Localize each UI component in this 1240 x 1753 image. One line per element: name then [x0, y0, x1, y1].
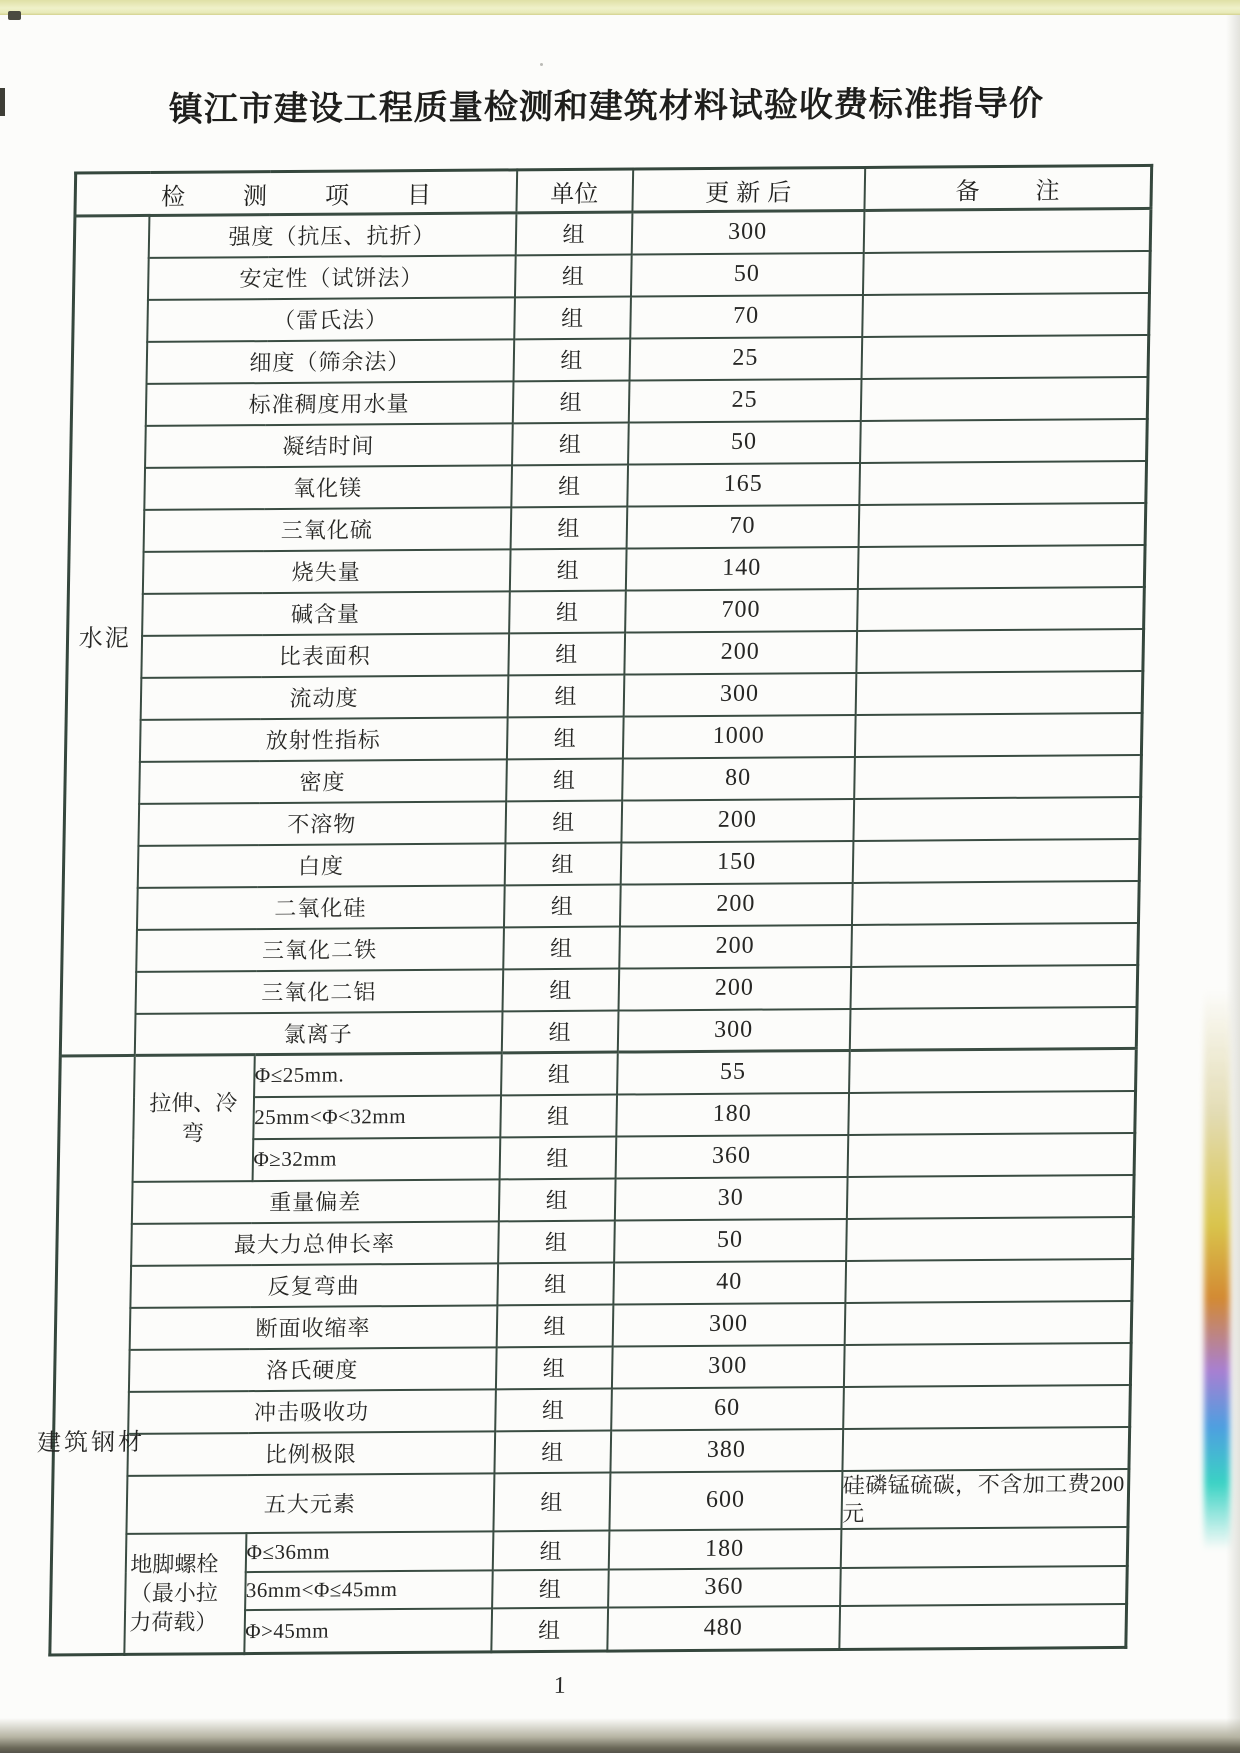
unit-cell: 组	[502, 968, 619, 1011]
item-cell: 密度	[139, 759, 507, 804]
item-cell: 反复弯曲	[130, 1263, 498, 1308]
unit-cell: 组	[513, 338, 630, 381]
subgroup-cell-tensile: 拉伸、冷弯	[132, 1055, 254, 1182]
table-row	[56, 1258, 1133, 1308]
price-cell: 300	[617, 1008, 850, 1052]
price-cell: 25	[629, 336, 862, 380]
price-cell: 480	[607, 1605, 840, 1651]
price-cell: 70	[630, 294, 863, 338]
page-title: 镇江市建设工程质量检测和建筑材料试验收费标准指导价	[168, 85, 1045, 129]
spec-cell: Φ≥32mm	[252, 1137, 500, 1181]
item-cell: 洛氏硬度	[128, 1347, 496, 1392]
remark-cell	[844, 1300, 1132, 1344]
remark-cell	[854, 754, 1142, 798]
remark-cell	[863, 208, 1151, 252]
scan-rainbow-artifact	[1204, 990, 1230, 1550]
table-row	[60, 1048, 1137, 1098]
unit-cell: 组	[499, 1136, 616, 1179]
price-cell: 25	[628, 378, 861, 422]
unit-cell: 组	[501, 1010, 618, 1053]
unit-cell: 组	[514, 254, 631, 297]
spec-cell: Φ≤25mm.	[254, 1053, 502, 1097]
scanner-top-edge	[0, 0, 1240, 15]
price-cell: 150	[620, 840, 853, 884]
item-cell: 安定性（试饼法）	[147, 255, 515, 300]
table-row	[62, 922, 1139, 972]
unit-cell: 组	[515, 212, 632, 255]
unit-cell: 组	[494, 1430, 611, 1473]
price-cell: 200	[619, 924, 852, 968]
price-cell: 300	[611, 1344, 844, 1388]
table-row	[60, 1006, 1137, 1056]
table-row	[62, 880, 1139, 930]
remark-cell	[843, 1384, 1131, 1428]
fee-standard-table	[36, 164, 1153, 1657]
unit-cell: 组	[505, 800, 622, 843]
page-number: 1	[553, 1672, 566, 1699]
remark-cell	[849, 1048, 1137, 1092]
unit-cell: 组	[511, 464, 628, 507]
item-cell: 三氧化二铝	[135, 969, 503, 1014]
unit-cell: 组	[492, 1569, 609, 1608]
price-cell: 70	[626, 504, 859, 548]
item-cell: 强度（抗压、抗折）	[148, 213, 516, 258]
spec-cell: Φ>45mm	[244, 1608, 492, 1654]
unit-cell: 组	[504, 842, 621, 885]
table-row	[74, 208, 1151, 258]
remark-cell	[862, 292, 1150, 336]
table-row	[55, 1300, 1132, 1350]
item-cell: 碱含量	[142, 591, 510, 636]
table-row	[54, 1384, 1131, 1434]
unit-cell: 组	[512, 422, 629, 465]
price-cell: 30	[614, 1176, 847, 1220]
price-cell: 380	[610, 1428, 843, 1472]
unit-cell: 组	[498, 1220, 615, 1263]
item-cell: 烧失量	[142, 549, 510, 594]
table-row	[57, 1216, 1134, 1266]
remark-cell	[860, 418, 1148, 462]
unit-cell: 组	[492, 1530, 609, 1570]
remark-cell	[861, 334, 1149, 378]
table-row	[65, 754, 1142, 804]
price-cell: 300	[623, 672, 856, 716]
remark-cell	[851, 880, 1139, 924]
remark-cell	[851, 922, 1139, 966]
remark-cell	[862, 250, 1150, 294]
item-cell: 三氧化二铁	[136, 927, 504, 972]
price-cell: 200	[619, 882, 852, 926]
group-cell-cement: 水泥	[60, 215, 149, 1056]
price-cell: 60	[611, 1386, 844, 1430]
price-cell: 360	[608, 1567, 841, 1607]
unit-cell: 组	[507, 674, 624, 717]
table-row	[66, 670, 1143, 720]
header-price: 更新后	[632, 167, 865, 212]
remark-cell	[839, 1603, 1127, 1649]
remark-cell	[848, 1090, 1136, 1134]
spec-cell: Φ≤36mm	[245, 1531, 493, 1572]
scanned-page	[0, 61, 1240, 1704]
price-cell: 600	[609, 1470, 842, 1530]
price-cell: 50	[630, 252, 863, 296]
header-remark: 备注	[864, 165, 1152, 210]
item-cell: 细度（筛余法）	[146, 339, 514, 384]
item-cell: （雷氏法）	[147, 297, 515, 342]
remark-cell: 硅磷锰硫碳，不含加工费200元	[841, 1468, 1129, 1528]
price-cell: 700	[625, 588, 858, 632]
remark-cell	[859, 460, 1147, 504]
remark-cell	[856, 628, 1144, 672]
item-cell: 比表面积	[141, 633, 509, 678]
scanner-bottom-edge	[0, 1718, 1240, 1753]
table-row	[63, 838, 1140, 888]
price-cell: 1000	[622, 714, 855, 758]
spec-cell: 36mm<Φ≤45mm	[245, 1570, 493, 1610]
item-cell: 不溶物	[138, 801, 506, 846]
group-cell-steel: 建筑钢材	[50, 1055, 134, 1655]
price-cell: 50	[614, 1218, 847, 1262]
table-row	[72, 334, 1149, 384]
price-cell: 40	[613, 1260, 846, 1304]
spec-cell: 25mm<Φ<32mm	[253, 1095, 501, 1139]
unit-cell: 组	[512, 380, 629, 423]
item-cell: 断面收缩率	[129, 1305, 497, 1350]
unit-cell: 组	[501, 1052, 618, 1095]
item-cell: 氯离子	[134, 1011, 502, 1056]
item-cell: 白度	[137, 843, 505, 888]
remark-cell	[842, 1426, 1130, 1470]
header-unit: 单位	[516, 169, 633, 213]
remark-cell	[854, 712, 1142, 756]
remark-cell	[846, 1216, 1134, 1260]
remark-cell	[849, 1006, 1137, 1050]
unit-cell: 组	[514, 296, 631, 339]
price-cell: 200	[618, 966, 851, 1010]
remark-cell	[847, 1132, 1135, 1176]
table-row	[61, 964, 1138, 1014]
item-cell: 标准稠度用水量	[145, 381, 513, 426]
remark-cell	[840, 1565, 1128, 1605]
item-cell: 比例极限	[127, 1431, 495, 1476]
remark-cell	[855, 670, 1143, 714]
remark-cell	[850, 964, 1138, 1008]
table-row	[53, 1426, 1130, 1476]
scan-speckle	[0, 88, 5, 116]
price-cell: 80	[622, 756, 855, 800]
remark-cell	[853, 796, 1141, 840]
remark-cell	[857, 586, 1145, 630]
remark-cell	[852, 838, 1140, 882]
table-row	[68, 544, 1145, 594]
table-row-five-elements	[52, 1468, 1129, 1534]
unit-cell: 组	[496, 1304, 613, 1347]
remark-cell	[860, 376, 1148, 420]
unit-cell: 组	[497, 1262, 614, 1305]
item-cell: 冲击吸收功	[128, 1389, 496, 1434]
unit-cell: 组	[503, 884, 620, 927]
remark-cell	[840, 1526, 1128, 1567]
unit-cell: 组	[510, 506, 627, 549]
table-row	[64, 796, 1141, 846]
unit-cell: 组	[500, 1094, 617, 1137]
unit-cell: 组	[503, 926, 620, 969]
table-row	[71, 418, 1148, 468]
price-cell: 165	[627, 462, 860, 506]
scan-speckle	[8, 11, 21, 20]
table-row	[57, 1174, 1134, 1224]
unit-cell: 组	[493, 1472, 610, 1531]
table-row	[54, 1342, 1131, 1392]
remark-cell	[845, 1258, 1133, 1302]
price-cell: 55	[617, 1050, 850, 1094]
item-cell: 凝结时间	[145, 423, 513, 468]
unit-cell: 组	[495, 1388, 612, 1431]
table-row	[67, 628, 1144, 678]
unit-cell: 组	[509, 590, 626, 633]
remark-cell	[843, 1342, 1131, 1386]
remark-cell	[846, 1174, 1134, 1218]
item-cell: 最大力总伸长率	[131, 1221, 499, 1266]
price-cell: 300	[631, 210, 864, 254]
table-row	[70, 460, 1147, 510]
item-cell: 二氧化硅	[136, 885, 504, 930]
table-header-row	[75, 165, 1152, 216]
table-row	[69, 502, 1146, 552]
price-cell: 360	[615, 1134, 848, 1178]
price-cell: 200	[621, 798, 854, 842]
unit-cell: 组	[491, 1607, 608, 1652]
price-cell: 300	[612, 1302, 845, 1346]
item-cell: 重量偏差	[131, 1179, 499, 1224]
price-cell: 180	[608, 1528, 841, 1569]
unit-cell: 组	[509, 548, 626, 591]
item-cell: 流动度	[140, 675, 508, 720]
price-cell: 50	[628, 420, 861, 464]
table-row	[65, 712, 1142, 762]
price-cell: 200	[624, 630, 857, 674]
unit-cell: 组	[506, 758, 623, 801]
table-row	[68, 586, 1145, 636]
item-cell: 放射性指标	[139, 717, 507, 762]
item-cell: 五大元素	[126, 1473, 494, 1534]
remark-cell	[858, 502, 1146, 546]
item-cell: 氧化镁	[144, 465, 512, 510]
price-cell: 180	[616, 1092, 849, 1136]
price-cell: 140	[625, 546, 858, 590]
table-row	[73, 292, 1150, 342]
item-cell: 三氧化硫	[143, 507, 511, 552]
remark-cell	[857, 544, 1145, 588]
table-row	[71, 376, 1148, 426]
unit-cell: 组	[495, 1346, 612, 1389]
unit-cell: 组	[506, 716, 623, 759]
unit-cell: 组	[508, 632, 625, 675]
header-item: 检测项目	[75, 170, 517, 216]
table-row	[73, 250, 1150, 300]
unit-cell: 组	[498, 1178, 615, 1221]
subgroup-cell-bolts: 地脚螺栓（最小拉力荷载）	[124, 1533, 246, 1655]
